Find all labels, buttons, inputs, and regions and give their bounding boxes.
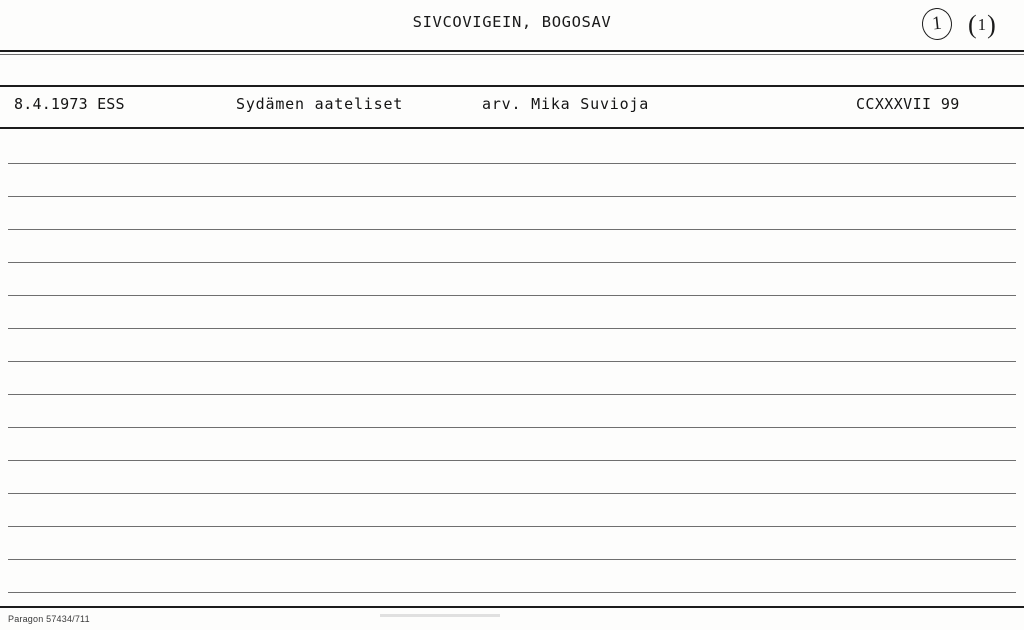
ruled-line [8, 460, 1016, 461]
catalog-entry-row [0, 95, 1024, 123]
rule-entry-bottom [0, 127, 1024, 129]
handwritten-paren-number [968, 10, 996, 40]
handwritten-circled-number: 1 [922, 8, 952, 40]
printer-imprint: Paragon 57434/711 [8, 614, 90, 624]
ruled-line [8, 328, 1016, 329]
ruled-line [8, 559, 1016, 560]
ruled-line [8, 163, 1016, 164]
paren-value: 1 [977, 15, 987, 34]
paper-smudge [380, 614, 500, 617]
rule-card-bottom [0, 606, 1024, 608]
entry-date: 8.4.1973 ESS [14, 95, 125, 113]
card-heading-name: SIVCOVIGEIN, BOGOSAV [412, 13, 612, 31]
ruled-line [8, 394, 1016, 395]
ruled-line [8, 229, 1016, 230]
card-header [0, 0, 1024, 52]
rule-entry-top [0, 85, 1024, 87]
entry-call-number: CCXXXVII 99 [856, 95, 960, 113]
ruled-line [8, 493, 1016, 494]
ruled-line [8, 526, 1016, 527]
entry-author: arv. Mika Suvioja [482, 95, 650, 113]
ruled-line [8, 427, 1016, 428]
ruled-line [8, 592, 1016, 593]
ruled-line [8, 262, 1016, 263]
rule-header-bottom-hairline [0, 54, 1024, 55]
ruled-line [8, 361, 1016, 362]
paren-close: ) [987, 10, 996, 39]
rule-header-bottom [0, 50, 1024, 52]
ruled-line [8, 295, 1016, 296]
entry-title: Sydämen aateliset [236, 95, 404, 113]
ruled-line [8, 196, 1016, 197]
paren-open: ( [968, 10, 977, 39]
